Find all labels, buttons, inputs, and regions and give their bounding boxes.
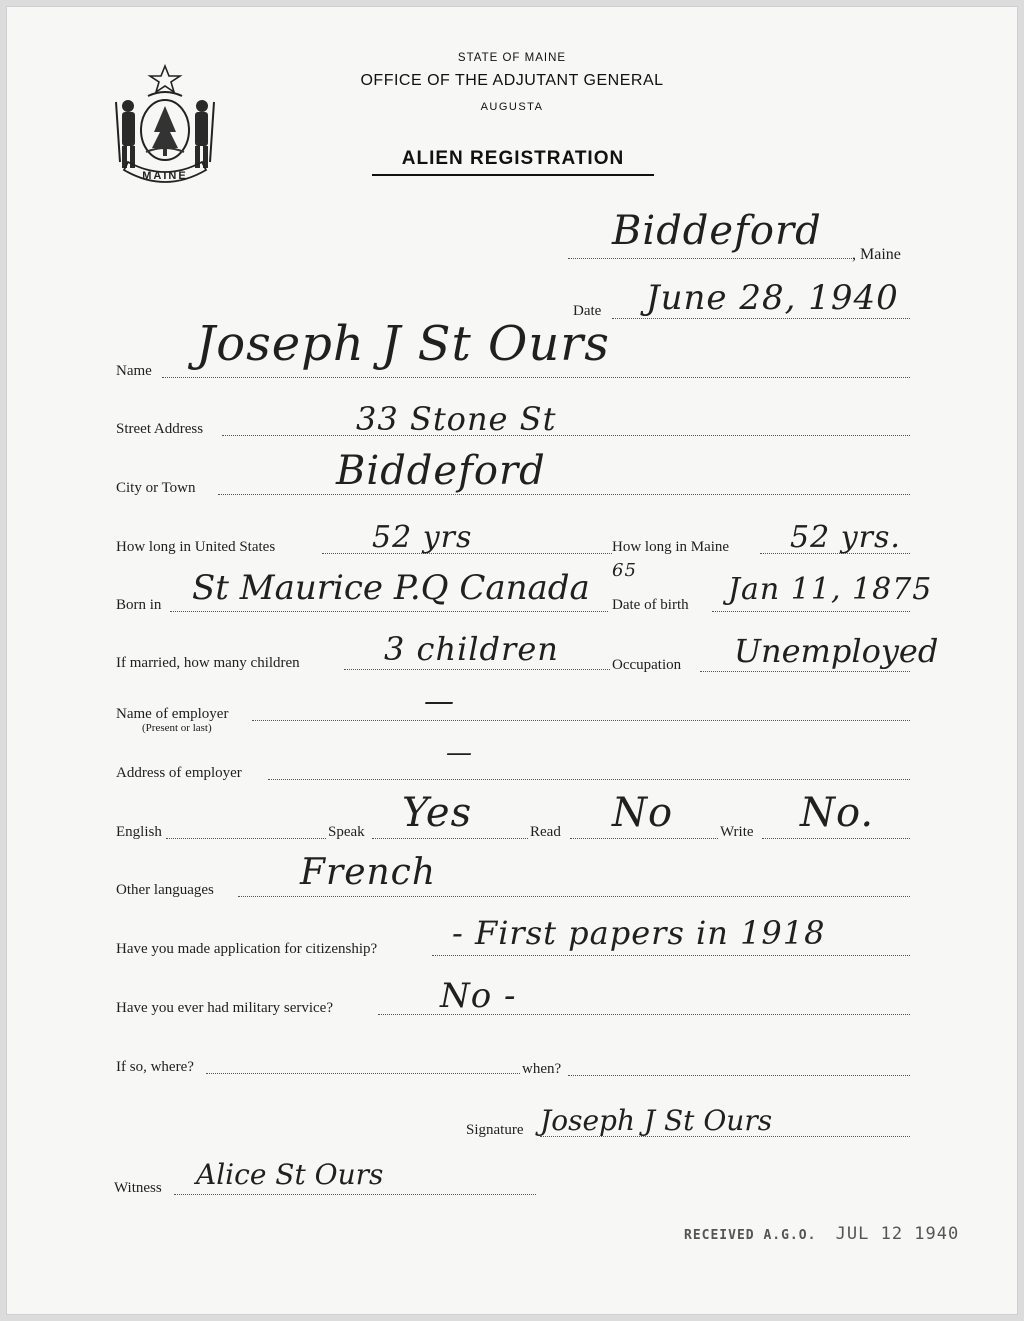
write-value: No. [800, 790, 875, 836]
employer-address-value: — [446, 738, 473, 768]
married-children-label: If married, how many children [116, 655, 300, 671]
military-value: No - [440, 976, 517, 1016]
english-label: English [116, 824, 162, 840]
date-label: Date [573, 303, 602, 319]
occupation-value: Unemployed [734, 632, 939, 670]
witness-value: Alice St Ours [196, 1158, 384, 1191]
children-value: 3 children [384, 630, 559, 668]
city-heading: AUGUSTA [480, 101, 544, 113]
how-long-us-value: 52 yrs [372, 520, 473, 555]
signature-label: Signature [466, 1122, 524, 1138]
form-title: ALIEN REGISTRATION [372, 148, 654, 176]
employer-name-label: Name of employer [116, 706, 229, 722]
city-town-value: Biddeford [336, 448, 546, 494]
state-heading: STATE OF MAINE [457, 52, 567, 64]
born-in-label: Born in [116, 597, 162, 613]
svg-text:MAINE: MAINE [142, 170, 188, 182]
other-languages-value: French [300, 852, 437, 893]
born-in-value: St Maurice P.Q Canada [192, 568, 590, 608]
employer-name-value: — [424, 684, 455, 719]
when-label: when? [522, 1061, 562, 1077]
date-value: June 28, 1940 [646, 278, 899, 318]
other-languages-label: Other languages [116, 882, 214, 898]
name-value: Joseph J St Ours [196, 316, 610, 372]
if-so-where-label: If so, where? [116, 1059, 194, 1075]
citizenship-label: Have you made application for citizenship? [116, 941, 378, 957]
name-label: Name [116, 363, 152, 379]
occupation-label: Occupation [612, 657, 682, 673]
citizenship-value: - First papers in 1918 [452, 914, 826, 952]
street-address-value: 33 Stone St [356, 400, 557, 438]
how-long-maine-label: How long in Maine [612, 539, 730, 555]
how-long-us-label: How long in United States [116, 539, 276, 555]
received-stamp [684, 1224, 959, 1244]
date-of-birth-value: Jan 11, 1875 [728, 572, 933, 607]
read-value: No [612, 790, 674, 836]
stamp-date: JUL 12 1940 [835, 1224, 960, 1244]
town-value: Biddeford [612, 208, 822, 254]
employer-note: (Present or last) [142, 722, 212, 734]
office-heading: OFFICE OF THE ADJUTANT GENERAL [360, 72, 664, 89]
age-note: 65 [612, 560, 637, 581]
military-label: Have you ever had military service? [116, 1000, 333, 1016]
maine-label: , Maine [852, 246, 901, 263]
street-address-label: Street Address [116, 421, 204, 437]
city-town-label: City or Town [116, 480, 196, 496]
speak-value: Yes [402, 790, 473, 836]
read-label: Read [530, 824, 561, 840]
write-label: Write [720, 824, 754, 840]
signature-value: Joseph J St Ours [540, 1104, 773, 1137]
date-of-birth-label: Date of birth [612, 597, 689, 613]
employer-address-label: Address of employer [116, 765, 242, 781]
witness-label: Witness [114, 1180, 162, 1196]
how-long-maine-value: 52 yrs. [790, 520, 901, 555]
speak-label: Speak [328, 824, 365, 840]
stamp-prefix: RECEIVED A.G.O. [684, 1228, 817, 1243]
